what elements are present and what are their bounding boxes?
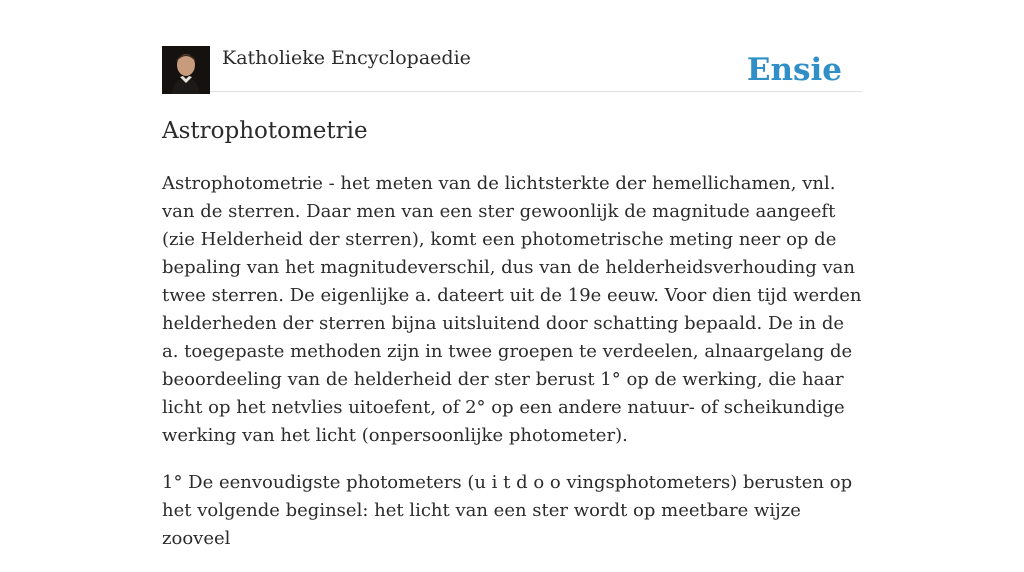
article-page xyxy=(162,0,862,572)
brand-logo[interactable]: Ensie xyxy=(746,52,842,88)
article-paragraph: 1° De eenvoudigste photometers (u i t d o o vingsphotometers) berusten op het volgende beginsel: het licht van een ster wordt op meetbare wijze zooveel xyxy=(162,472,853,549)
article-title: Astrophotometrie xyxy=(162,118,368,144)
portrait-icon xyxy=(162,46,210,94)
header xyxy=(162,0,862,92)
article-paragraph: Astrophotometrie - het meten van de lichtsterkte der hemellichamen, vnl. van de sterren. Daar men van een ster gewoonlijk de magnitude aangeeft (zie Helderheid der sterren), komt een photometrische meting neer op de bepaling van het magnitudeverschil, dus van de helderheidsverhouding van twee sterren. De eigenlijke a. dateert uit de 19e eeuw. Voor dien tijd werden helderheden der sterren bijna uitsluitend door schatting bepaald. De in de a. toegepaste methoden zijn in twee groepen te verdeelen, alnaargelang de beoordeeling van de helderheid der ster berust 1° op de werking, die haar licht op het netvlies uitoefent, of 2° op een andere natuur- of scheikundige werking van het licht (onpersoonlijke photometer). xyxy=(162,173,862,446)
article-body xyxy=(162,170,862,553)
source-name[interactable]: Katholieke Encyclopaedie xyxy=(222,47,471,69)
source-avatar[interactable] xyxy=(162,46,210,94)
